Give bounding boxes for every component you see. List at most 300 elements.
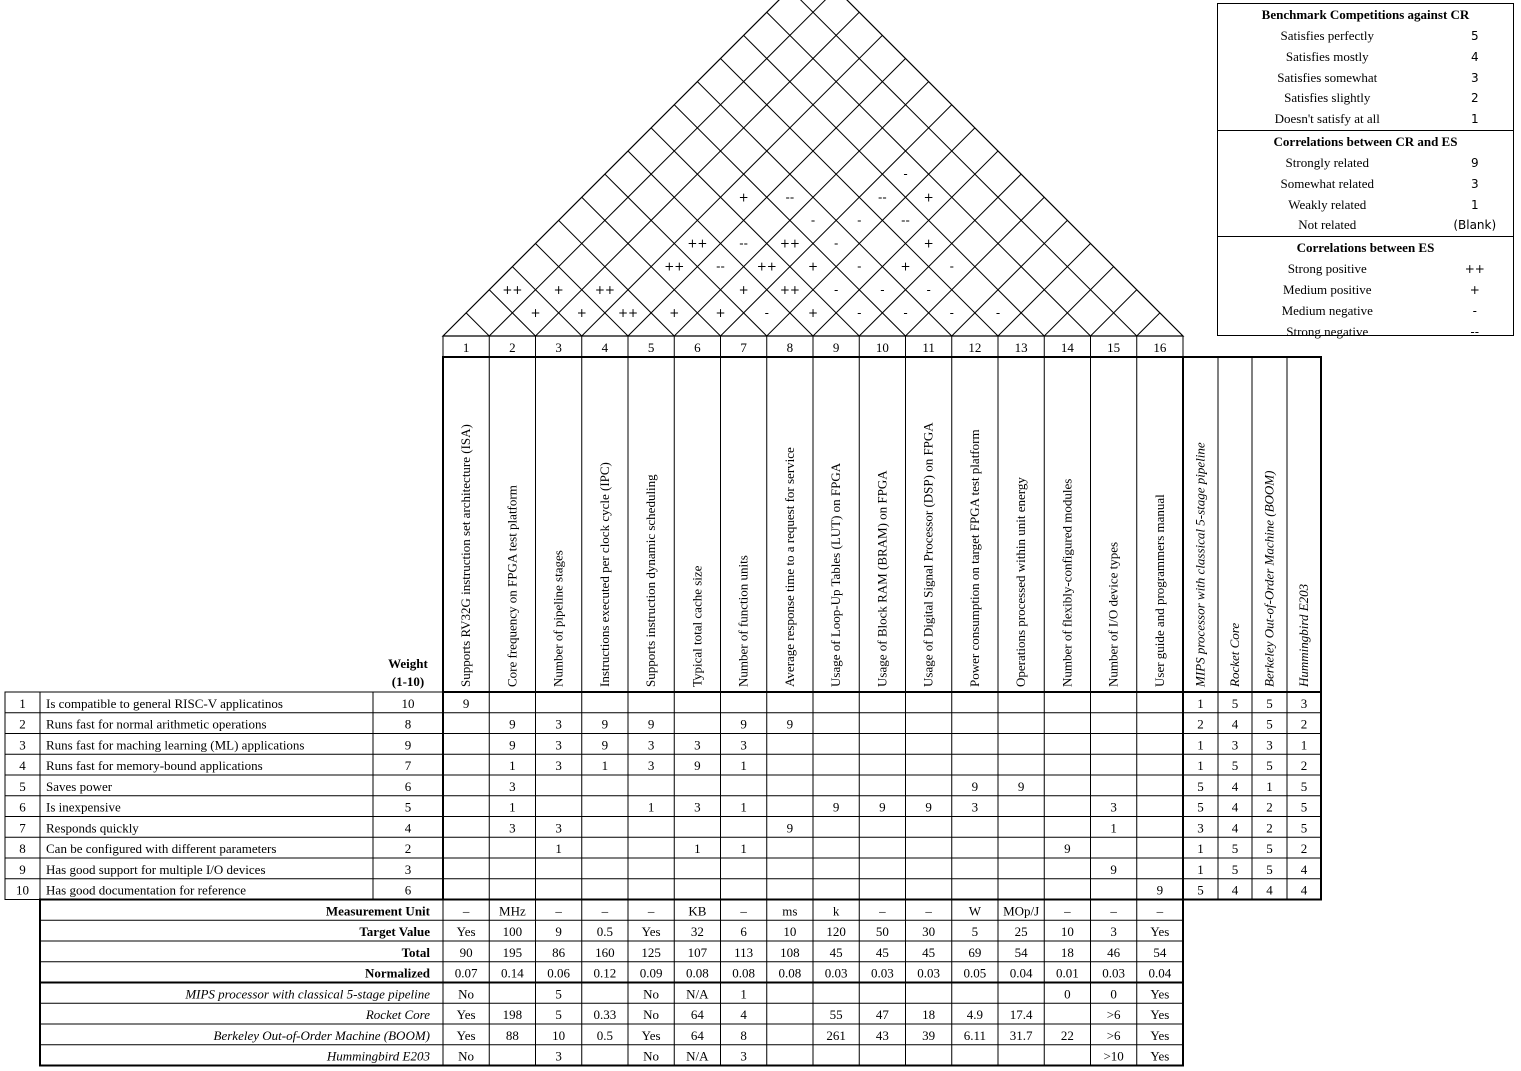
es-label: Usage of Block RAM (BRAM) on FPGA (874, 470, 890, 687)
legend-row (1218, 153, 1513, 174)
legend-label: Doesn't satisfy at all (1274, 111, 1380, 127)
relationship-value: 3 (647, 737, 655, 753)
legend-value: 1 (1470, 112, 1479, 127)
es-label: Typical total cache size (689, 565, 705, 687)
roof-correlation-symbol: + (738, 282, 749, 297)
competitor-value: 47 (875, 1007, 889, 1022)
roof-correlation-symbol: - (833, 236, 839, 251)
legend-value: 5 (1470, 29, 1479, 43)
benchmark-value: 4 (1231, 716, 1239, 732)
benchmark-value: 3 (1300, 695, 1308, 711)
metric-value: 0.12 (593, 965, 617, 981)
requirement-number: 7 (19, 820, 26, 836)
legend-label: Not related (1298, 217, 1357, 233)
benchmark-value: 5 (1231, 841, 1239, 856)
metric-value: – (601, 903, 609, 919)
roof-correlation-symbol: + (669, 305, 680, 320)
benchmark-value: 5 (1231, 861, 1239, 877)
legend-label: Satisfies slightly (1284, 90, 1371, 106)
requirement-weight: 10 (401, 695, 415, 711)
benchmark-value: 1 (1300, 737, 1308, 753)
metric-value: MOp/J (1003, 903, 1040, 919)
es-label: Average response time to a request for service (781, 447, 797, 687)
competitor-value: >6 (1106, 1007, 1121, 1022)
requirement-weight: 8 (404, 716, 412, 732)
es-number: 15 (1107, 340, 1121, 355)
benchmark-value: 4 (1300, 861, 1308, 877)
metric-value: KB (688, 903, 707, 919)
metric-value: k (832, 903, 840, 919)
roof-line (697, 82, 951, 336)
competitor-value: 4.9 (966, 1007, 983, 1022)
metric-value: – (1156, 903, 1164, 919)
relationship-value: 3 (694, 737, 701, 753)
relationship-value: 9 (462, 695, 470, 711)
roof-line (651, 128, 862, 336)
relationship-value: 1 (740, 758, 747, 773)
es-number: 3 (555, 340, 562, 355)
legend-label: Strong positive (1287, 261, 1367, 277)
benchmark-value: 1 (1197, 695, 1204, 711)
legend-panel (1217, 3, 1514, 339)
relationship-value: 1 (509, 799, 516, 815)
competitor-value: Yes (456, 1007, 476, 1022)
roof-correlation-symbol: ++ (594, 282, 615, 297)
metric-value: 45 (875, 944, 889, 960)
metric-value: 0.05 (963, 965, 987, 981)
legend-row (1218, 26, 1513, 47)
competitor-row-label: Berkeley Out-of-Order Machine (BOOM) (213, 1027, 430, 1043)
metric-value: W (968, 903, 982, 919)
legend-value: (Blank) (1453, 218, 1497, 233)
competitor-value: Yes (456, 1027, 476, 1043)
es-number: 7 (740, 340, 747, 355)
competitor-value: 55 (829, 1007, 843, 1022)
metric-value: – (1110, 903, 1117, 919)
roof-line (674, 82, 931, 336)
competitor-value: Yes (1150, 1048, 1170, 1064)
competitor-value: 4 (740, 1007, 747, 1022)
requirement-weight: 5 (404, 799, 412, 815)
metric-value: 50 (875, 924, 889, 939)
benchmark-value: 2 (1266, 820, 1273, 836)
requirement-number: 10 (16, 882, 29, 898)
requirement-text: Responds quickly (46, 820, 139, 836)
es-number: 5 (647, 340, 655, 355)
requirement-number: 9 (19, 861, 26, 877)
metric-value: 10 (1060, 924, 1074, 939)
benchmark-value: 2 (1300, 841, 1308, 856)
es-label: Instructions executed per clock cycle (IPC) (596, 462, 612, 687)
competitor-value: Yes (1150, 1007, 1170, 1022)
legend-label: Weakly related (1288, 196, 1367, 212)
relationship-value: 9 (509, 737, 516, 753)
metric-value: 108 (780, 944, 800, 960)
requirement-weight: 7 (404, 758, 412, 773)
roof-correlation-symbol: - (880, 282, 885, 297)
es-label: User guide and programmers manual (1151, 494, 1167, 687)
roof-correlation-symbol: + (807, 305, 819, 320)
metric-value: Yes (456, 924, 476, 939)
relationship-value: 3 (647, 758, 655, 773)
benchmark-value: 1 (1197, 758, 1204, 773)
roof-line (1044, 267, 1113, 336)
metric-value: 0.08 (686, 965, 709, 981)
metric-value: 0.04 (1148, 965, 1172, 981)
competitor-value: 88 (505, 1027, 519, 1043)
benchmark-value: 2 (1197, 716, 1204, 732)
competitor-row-label: MIPS processor with classical 5-stage pipeline (185, 986, 430, 1002)
relationship-value: 9 (1156, 882, 1164, 898)
relationship-value: 3 (555, 737, 562, 753)
es-label: Power consumption on target FPGA test platform (966, 429, 982, 687)
competitor-value: 0 (1064, 986, 1071, 1002)
relationship-value: 9 (601, 716, 609, 732)
metric-value: – (647, 903, 655, 919)
competitor-value: No (458, 1048, 475, 1064)
es-number: 12 (968, 340, 982, 355)
legend-row (1218, 68, 1513, 89)
legend-label: Satisfies perfectly (1280, 28, 1374, 43)
metric-value: 46 (1107, 944, 1121, 960)
requirement-text: Is compatible to general RISC-V applicatinos (46, 695, 283, 711)
competitor-value: No (458, 986, 475, 1002)
es-label: Supports RV32G instruction set architecture (ISA) (458, 424, 474, 687)
metric-label: Measurement Unit (325, 903, 430, 919)
requirement-weight: 2 (404, 841, 412, 856)
benchmark-value: 5 (1300, 799, 1308, 815)
metric-value: 45 (922, 944, 936, 960)
requirement-weight: 3 (404, 861, 412, 877)
metric-value: 0.07 (454, 965, 478, 981)
metric-value: 54 (1153, 944, 1167, 960)
roof-line (466, 313, 489, 336)
benchmark-value: 4 (1231, 882, 1239, 898)
competitor-value: No (643, 1007, 660, 1022)
relationship-value: 9 (694, 758, 701, 773)
legend-row (1218, 109, 1513, 130)
benchmark-value: 5 (1231, 758, 1239, 773)
metric-value: 107 (687, 944, 708, 960)
legend-label: Satisfies mostly (1285, 48, 1369, 64)
relationship-value: 9 (786, 820, 794, 836)
metric-value: 120 (826, 924, 846, 939)
legend-label: Somewhat related (1280, 175, 1374, 191)
roof-correlation-symbol: - (857, 259, 862, 274)
roof-line (949, 220, 1068, 336)
relationship-value: 3 (740, 737, 747, 753)
legend-es-title: Correlations between ES (1296, 240, 1435, 256)
benchmark-value: 3 (1197, 820, 1204, 836)
benchmark-value: 2 (1266, 799, 1273, 815)
weight-header: Weight (388, 656, 428, 671)
relationship-value: 3 (971, 799, 979, 815)
metric-label: Total (401, 944, 430, 960)
legend-value: 4 (1470, 49, 1479, 64)
roof-correlation-symbol: - (764, 305, 769, 320)
requirement-text: Runs fast for maching learning (ML) applications (46, 737, 305, 753)
relationship-value: 9 (601, 737, 609, 753)
requirement-text: Can be configured with different parameters (46, 841, 277, 856)
legend-value: 9 (1470, 155, 1479, 170)
requirement-weight: 9 (404, 737, 412, 753)
benchmark-value: 5 (1266, 758, 1273, 773)
competitor-value: Yes (1150, 1027, 1170, 1043)
roof-correlation-symbol: ++ (687, 236, 708, 251)
metric-value: 0.08 (778, 965, 802, 981)
legend-value: -- (1470, 324, 1480, 339)
weight-header-range: (1-10) (391, 674, 425, 689)
relationship-value: 9 (647, 716, 655, 732)
metric-value: 90 (459, 944, 473, 960)
benchmark-value: 4 (1231, 799, 1239, 815)
metric-value: 0.01 (1056, 965, 1079, 981)
relationship-value: 3 (555, 758, 562, 773)
es-number: 11 (922, 340, 935, 355)
benchmark-value: 5 (1266, 695, 1273, 711)
metric-value: 45 (829, 944, 843, 960)
benchmark-value: 1 (1197, 841, 1204, 856)
legend-row (1218, 301, 1513, 322)
metric-value: – (879, 903, 886, 919)
relationship-value: 9 (925, 799, 932, 815)
competitor-value: 6.11 (963, 1027, 987, 1043)
legend-label: Strongly related (1285, 154, 1369, 170)
benchmark-value: 5 (1197, 882, 1204, 898)
benchmark-value: 1 (1197, 861, 1204, 877)
relationship-value: 1 (694, 841, 701, 856)
legend-value: 3 (1470, 176, 1479, 191)
requirement-text: Runs fast for memory-bound applications (46, 758, 263, 773)
relationship-value: 3 (555, 716, 562, 732)
legend-value: + (1469, 282, 1480, 297)
requirement-weight: 6 (404, 882, 412, 898)
metric-value: 0.03 (917, 965, 940, 981)
legend-row (1218, 215, 1513, 236)
roof-correlation-symbol: + (553, 282, 564, 297)
benchmark-value: 3 (1266, 737, 1273, 753)
roof-correlation-symbol: ++ (502, 282, 523, 297)
relationship-value: 9 (832, 799, 840, 815)
competitor-row-label: Rocket Core (365, 1007, 430, 1022)
metric-value: 5 (971, 924, 979, 939)
competitor-label: Rocket Core (1227, 622, 1242, 687)
metric-value: 3 (1110, 924, 1117, 939)
benchmark-value: 5 (1300, 778, 1308, 794)
metric-value: 18 (1060, 944, 1074, 960)
metric-value: – (740, 903, 747, 919)
roof-correlation-symbol: - (857, 305, 862, 320)
benchmark-value: 5 (1197, 799, 1204, 815)
relationship-value: 3 (1110, 799, 1117, 815)
roof-correlation-symbol: -- (739, 236, 748, 251)
metric-value: 86 (552, 944, 566, 960)
relationship-value: 1 (1110, 820, 1117, 836)
roof-correlation-symbol: - (833, 282, 839, 297)
metric-value: 160 (595, 944, 615, 960)
legend-value: 1 (1470, 197, 1479, 212)
competitor-value: >10 (1103, 1048, 1124, 1064)
legend-label: Medium negative (1281, 302, 1373, 318)
metric-value: 25 (1014, 924, 1028, 939)
benchmark-value: 1 (1266, 778, 1273, 794)
benchmark-value: 3 (1231, 737, 1239, 753)
metric-value: 9 (555, 924, 562, 939)
es-label: Usage of Loop-Up Tables (LUT) on FPGA (828, 462, 844, 687)
benchmark-value: 5 (1231, 695, 1239, 711)
competitor-value: 39 (922, 1027, 936, 1043)
roof-line (1137, 313, 1160, 336)
requirement-text: Is inexpensive (46, 799, 121, 815)
relationship-value: 9 (740, 716, 747, 732)
relationship-value: 9 (786, 716, 794, 732)
es-number: 10 (875, 340, 889, 355)
legend-es-section (1218, 237, 1513, 342)
metric-value: 0.06 (547, 965, 570, 981)
es-label: Number of pipeline stages (550, 550, 566, 687)
es-number: 2 (509, 340, 516, 355)
requirement-weight: 6 (404, 778, 412, 794)
es-number: 4 (601, 340, 609, 355)
roof-correlation-symbol: + (576, 305, 587, 320)
relationship-value: 1 (601, 758, 609, 773)
requirement-text: Has good documentation for reference (46, 882, 246, 898)
legend-cr-es-title: Correlations between CR and ES (1273, 133, 1458, 149)
requirement-number: 6 (19, 799, 26, 815)
legend-value: 3 (1470, 70, 1479, 85)
metric-value: MHz (499, 903, 526, 919)
roof-correlation-symbol: - (926, 282, 931, 297)
competitor-value: 3 (740, 1048, 747, 1064)
benchmark-value: 5 (1266, 716, 1273, 732)
roof-correlation-symbol: ++ (664, 259, 685, 274)
metric-value: 100 (502, 924, 523, 939)
legend-row (1218, 47, 1513, 68)
roof-correlation-symbol: + (923, 236, 934, 251)
es-number: 1 (462, 340, 470, 355)
roof-correlation-symbol: + (923, 190, 934, 205)
es-label: Number of function units (735, 555, 751, 687)
relationship-value: 3 (694, 799, 701, 815)
es-label: Core frequency on FPGA test platform (504, 485, 520, 687)
competitor-value: 43 (875, 1027, 889, 1043)
roof-correlation-symbol: -- (785, 190, 795, 205)
competitor-value: 198 (502, 1007, 523, 1022)
requirement-number: 2 (19, 716, 26, 732)
legend-value: 2 (1470, 91, 1479, 106)
requirement-text: Saves power (46, 778, 113, 794)
es-number: 9 (832, 340, 840, 355)
es-number: 16 (1153, 340, 1167, 355)
metric-value: – (1064, 903, 1071, 919)
competitor-value: 22 (1060, 1027, 1074, 1043)
metric-value: 30 (922, 924, 936, 939)
requirement-number: 1 (19, 695, 26, 711)
roof-correlation-symbol: + (807, 259, 819, 274)
requirement-text: Has good support for multiple I/O devices (46, 861, 266, 877)
relationship-value: 9 (971, 778, 979, 794)
relationship-value: 9 (1110, 861, 1117, 877)
legend-row (1218, 174, 1513, 195)
es-number: 14 (1060, 340, 1074, 355)
legend-row (1218, 280, 1513, 301)
roof-line (764, 128, 975, 336)
roof-correlation-symbol: -- (716, 259, 725, 274)
legend-label: Strong negative (1286, 323, 1369, 339)
competitor-value: 0.33 (593, 1007, 617, 1022)
competitor-value: 31.7 (1009, 1027, 1033, 1043)
roof-correlation-symbol: ++ (779, 236, 800, 251)
benchmark-value: 5 (1266, 841, 1273, 856)
metric-value: 125 (641, 944, 661, 960)
roof-correlation-symbol: - (903, 305, 908, 320)
requirement-text: Runs fast for normal arithmetic operations (46, 716, 267, 732)
competitor-value: 5 (555, 1007, 562, 1022)
metric-value: 0.04 (1009, 965, 1033, 981)
competitor-value: N/A (686, 986, 709, 1002)
relationship-value: 9 (879, 799, 886, 815)
benchmark-value: 4 (1300, 882, 1308, 898)
competitor-value: N/A (686, 1048, 709, 1064)
metric-value: 0.03 (871, 965, 894, 981)
relationship-value: 1 (740, 799, 747, 815)
benchmark-value: 5 (1266, 861, 1273, 877)
es-number: 13 (1014, 340, 1028, 355)
es-number: 8 (786, 340, 794, 355)
metric-label: Normalized (365, 965, 430, 981)
competitor-value: >6 (1106, 1027, 1121, 1043)
relationship-value: 3 (555, 820, 562, 836)
benchmark-value: 2 (1300, 716, 1308, 732)
benchmark-value: 5 (1197, 778, 1204, 794)
metric-value: 113 (734, 944, 754, 960)
metric-value: 69 (968, 944, 982, 960)
legend-benchmark-section (1218, 4, 1513, 131)
relationship-value: 1 (740, 841, 747, 856)
metric-value: – (925, 903, 932, 919)
es-label: Number of I/O device types (1105, 541, 1121, 687)
roof-correlation-symbol: - (949, 259, 954, 274)
roof-correlation-symbol: + (715, 305, 726, 320)
legend-value: ++ (1464, 262, 1485, 277)
relationship-value: 1 (509, 758, 516, 773)
competitor-label: MIPS processor with classical 5-stage pipeline (1192, 442, 1208, 687)
roof-line (512, 267, 581, 336)
metric-value: – (555, 903, 562, 919)
metric-value: 0.09 (639, 965, 663, 981)
metric-label: Target Value (359, 924, 430, 939)
metric-value: 0.03 (824, 965, 848, 981)
roof-correlation-symbol: -- (901, 213, 910, 228)
requirement-number: 3 (19, 737, 26, 753)
competitor-value: 0 (1110, 986, 1117, 1002)
competitor-value: 5 (555, 986, 562, 1002)
metric-value: 54 (1014, 944, 1028, 960)
legend-row (1218, 259, 1513, 280)
metric-value: 0.14 (501, 965, 524, 981)
legend-label: Medium positive (1283, 281, 1372, 297)
benchmark-value: 4 (1231, 820, 1239, 836)
roof-correlation-symbol: ++ (756, 259, 777, 274)
competitor-value: 8 (740, 1027, 747, 1043)
legend-row (1218, 195, 1513, 216)
roof-correlation-symbol: ++ (779, 282, 800, 297)
roof-correlation-symbol: - (810, 213, 816, 228)
relationship-value: 9 (509, 716, 516, 732)
legend-cr-es-section (1218, 131, 1513, 237)
competitor-label: Hummingbird E203 (1296, 583, 1311, 687)
metric-value: Yes (641, 924, 661, 939)
